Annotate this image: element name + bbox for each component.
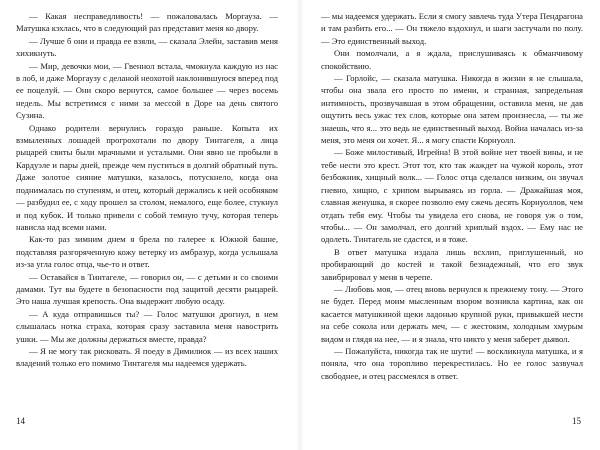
right-paragraph-2: Они помолчали, а я ждала, прислушиваясь к обманчивому спокойствию. bbox=[321, 48, 583, 71]
book-gutter bbox=[296, 0, 304, 450]
left-paragraph-5: Как-то раз зимним днем я брела по галерее к Южной башне, подставляя разгоряченную кожу ветерку из амбразур, когда услышала из-за угла голос отца, чье-то и ответ. bbox=[16, 234, 278, 270]
right-paragraph-6: — Любовь моя, — отец вновь вернулся к прежнему тону. — Этого не будет. Перед моим мысленным взором возникла картина, как он касается матушкиной щеки ладонью крупной руки, привыкшей нести на себе сокола или держать меч, — с жестоким, холодным хмурым видом и глядя на нее, — и я знала, что никто у меня заберет дьявол. bbox=[321, 283, 583, 344]
right-paragraph-5: В ответ матушка издала лишь всхлип, приглушенный, но пробирающий до костей и такой безнадежный, что его звук завибрировал у меня в черепе. bbox=[321, 246, 583, 282]
left-paragraph-8: — Я не могу так рисковать. Я поеду в Димилиок — из всех наших владений только его помимо Тинтагеля мы надеемся удержать. bbox=[16, 345, 278, 369]
right-paragraph-7: — Пожалуйста, никогда так не шути! — воскликнула матушка, и я поняла, что она торопливо перекрестилась. Но ее голос зазвучал свободнее, и отец рассмеялся в ответ. bbox=[321, 345, 583, 381]
page-number-left: 14 bbox=[16, 416, 25, 426]
left-paragraph-6: — Оставайся в Тинтагеле, — говорил он, — с детьми и со своими дамами. Тут вы будете в безопасности под защитой десяти рыцарей. Это наша лучшая крепость. Она выдержит любую осаду. bbox=[16, 271, 278, 307]
left-paragraph-1: — Какая несправедливость! — пожаловалась Моргауза. — Матушка кэхлась, что в следующий раз представит меня ко двору. bbox=[16, 11, 278, 34]
left-paragraph-4: Однако родители вернулись гораздо раньше. Копыта их взмыленных лошадей прогрохотали по двору Тинтагеля, а лица рыцарей свиты были мрачными и усталыми. Они явно не пробыли в Кардуэле и пары дней, прежде чем пуститься в долгий обратный путь. Даже золотое сияние матушки, казалось, потускнело, когда она поднималась по ступеням, и отец, который держались к ней особняком — разбудил ее, с ходу прошел за столом, немалого, еще более, стукнул и под кубок. И только привели с собой темную тучу, которая теперь нависла над всеми нами. bbox=[16, 122, 278, 232]
left-paragraph-2: — Лучше б они и правда ее взяли, — сказала Элейн, заставив меня хихикнуть. bbox=[16, 35, 278, 59]
left-page bbox=[16, 10, 278, 435]
page-number-right: 15 bbox=[572, 416, 581, 426]
right-paragraph-3: — Горлойс, — сказала матушка. Никогда в жизни я не слышала, чтобы она звала его просто по имени, и странная, запредельная интимность, прозвучавшая в этом обращении, оставила меня, не дав ощутить весь ужас тех слов, которые она затем произнесла, — ты же знаешь, что я... это ведь не единственный выход. Война началась из-за меня, это меня он хочет. Я... я могу спасти Корнуолл. bbox=[321, 73, 583, 146]
left-paragraph-7: — А куда отправишься ты? — Голос матушки дрогнул, в нем слышалась нотка страха, которая сразу заставила меня навострить ушки. — Мы же должны держаться вместе, правда? bbox=[16, 308, 278, 344]
right-page bbox=[321, 10, 583, 435]
right-paragraph-4: — Боже милостивый, Игрейна! В этой войне нет твоей вины, и не тебе нести это крест. Этот тот, кто так жаждет на чужой король, этот безбожник, хищный волк... — Голос отца сделался низким, он звучал гневно, хищно, с хрипом вырываясь из горла. — Дражайшая моя, славная женушка, я скорее позволю ему сжечь десять Корнуоллов, чем отдать тебя ему. Чтобы ты увидела его снова, не говоря уж о том, чтобы... — Он замолчал, его долгий хриплый вздох. — Ему нас не одолеть. Тинтагель не сдастся, и я тоже. bbox=[321, 147, 583, 245]
right-paragraph-1: — мы надеемся удержать. Если я смогу завлечь туда Утера Пендрагона и там разбить его... — Он тяжело вздохнул, и шаги застучали по полу. — Это единственный выход. bbox=[321, 11, 583, 46]
left-paragraph-3: — Мир, девочки мои, — Гвеннол встала, чмокнула каждую из нас в лоб, и даже Моргаузу с деланой неохотой наклонившуюся вперед под ее поцелуй. — Они скоро вернутся, самое большее — через восемь недель. Мы встретимся с ними за мессой в Доре на день святого Сузина. bbox=[16, 60, 278, 121]
